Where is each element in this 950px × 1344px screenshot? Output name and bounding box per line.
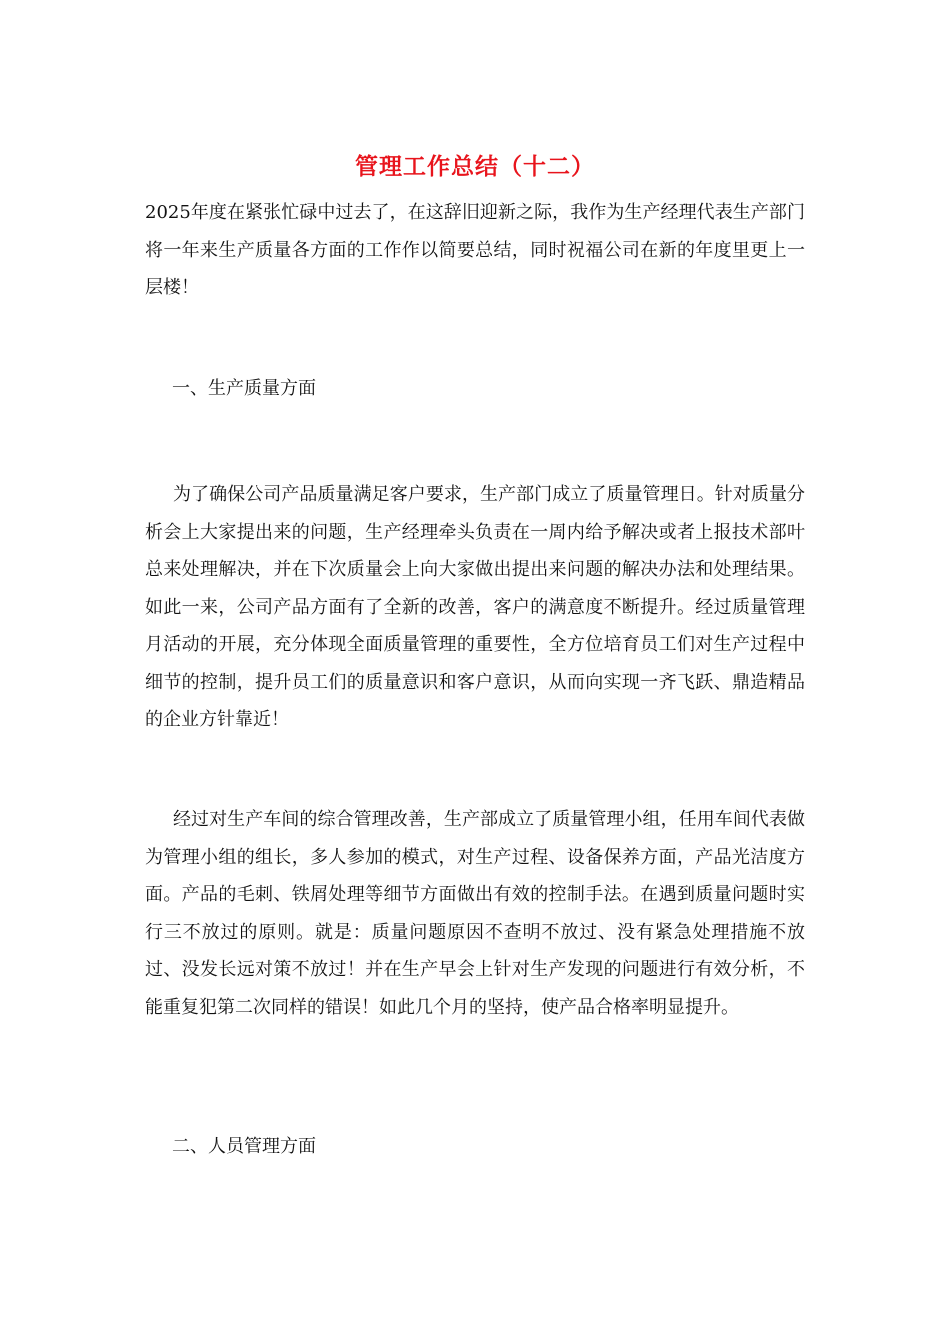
- section-heading-personnel-management: 二、人员管理方面: [172, 1136, 316, 1157]
- section-heading-production-quality: 一、生产质量方面: [172, 378, 316, 399]
- document-title: 管理工作总结（十二）: [355, 153, 595, 180]
- paragraph-quality-management-day: 为了确保公司产品质量满足客户要求，生产部门成立了质量管理日。针对质量分析会上大家提出来的问题，生产经理牵头负责在一周内给予解决或者上报技术部叶总来处理解决，并在下次质量会上向大家做出提出来问题的解决办法和处理结果。如此一来，公司产品方面有了全新的改善，客户的满意度不断提升。经过质量管理月活动的开展，充分体现全面质量管理的重要性，全方位培育员工们对生产过程中细节的控制，提升员工们的质量意识和客户意识，从而向实现一齐飞跃、鼎造精品的企业方针靠近！: [145, 484, 805, 730]
- intro-paragraph: 2025年度在紧张忙碌中过去了，在这辞旧迎新之际，我作为生产经理代表生产部门将一年来生产质量各方面的工作作以简要总结，同时祝福公司在新的年度里更上一层楼！: [145, 202, 805, 298]
- paragraph-quality-management-team: 经过对生产车间的综合管理改善，生产部成立了质量管理小组，任用车间代表做为管理小组的组长，多人参加的模式，对生产过程、设备保养方面，产品光洁度方面。产品的毛刺、铁屑处理等细节方面做出有效的控制手法。在遇到质量问题时实行三不放过的原则。就是：质量问题原因不查明不放过、没有紧急处理措施不放过、没发长远对策不放过！并在生产早会上针对生产发现的问题进行有效分析，不能重复犯第二次同样的错误！如此几个月的坚持，使产品合格率明显提升。: [145, 809, 805, 1018]
